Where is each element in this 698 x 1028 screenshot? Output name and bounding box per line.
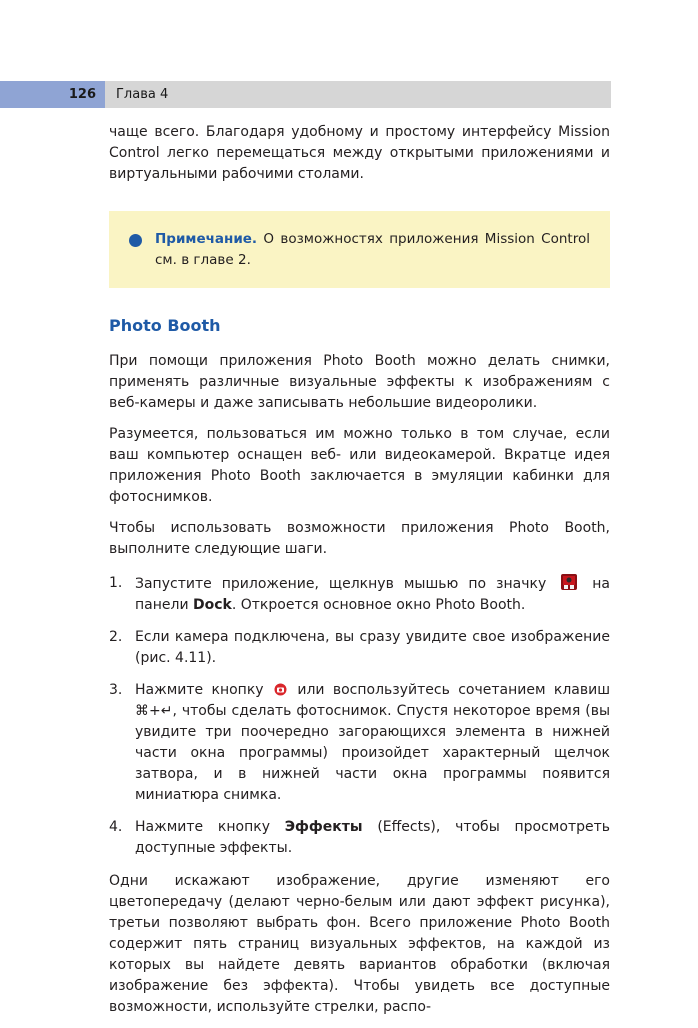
header-bar	[105, 81, 611, 108]
list-item	[109, 627, 610, 669]
step-text: (Effects), чтобы просмотреть доступные эффекты.	[135, 819, 610, 856]
paragraph: При помощи приложения Photo Booth можно делать снимки, применять различные визуальные эффекты к изображениям с веб-камеры и даже записывать небольшие видеоролики.	[109, 353, 610, 411]
page-content	[109, 122, 610, 1028]
step-text: Нажмите кнопку	[135, 682, 264, 698]
effects-label: Эффекты	[284, 819, 363, 835]
section-title: Photo Booth	[109, 316, 221, 335]
step-number: 3.	[109, 682, 123, 698]
step-text: на панели	[135, 576, 610, 613]
step-text: Если камера подключена, вы сразу увидите свое изображение (рис. 4.11).	[135, 629, 610, 666]
paragraph: Чтобы использовать возможности приложения Photo Booth, выполните следующие шаги.	[109, 520, 610, 557]
note-box	[109, 211, 610, 288]
step-number: 4.	[109, 819, 123, 835]
step-text: . Откроется основное окно Photo Booth.	[231, 597, 526, 613]
chapter-title: Глава 4	[116, 87, 169, 102]
list-item	[109, 817, 610, 859]
note-label: Примечание.	[155, 231, 258, 247]
step-text: Нажмите кнопку	[135, 819, 270, 835]
intro-paragraph: чаще всего. Благодаря удобному и простому интерфейсу Mission Control легко перемещаться между открытыми приложениями и виртуальными рабочими столами.	[109, 124, 610, 182]
step-text: или воспользуйтесь сочетанием клавиш ⌘+↵, чтобы сделать фотоснимок. Спустя некоторое время (вы увидите три поочередно загорающихся элемента в нижней части окна программы) произойдет характерный щелчок затвора, и в нижней части окна программы появится миниатюра снимка.	[135, 682, 611, 803]
step-text: Запустите приложение, щелкнув мышью по значку	[135, 576, 547, 592]
paragraph: Разумеется, пользоваться им можно только в том случае, если ваш компьютер оснащен веб- или видеокамерой. Вкратце идея приложения Photo Booth заключается в эмуляции кабинки для фотоснимков.	[109, 426, 610, 505]
list-item	[109, 680, 610, 806]
note-body: О возможностях приложения Mission Control см. в главе 2.	[155, 231, 590, 268]
step-number: 1.	[109, 575, 123, 591]
photo-booth-app-icon	[560, 573, 578, 591]
steps-list	[109, 573, 610, 859]
camera-shutter-icon	[274, 683, 287, 696]
list-item	[109, 573, 610, 616]
closing-paragraph: Одни искажают изображение, другие изменяют его цветопередачу (делают черно-белым или дают эффект рисунка), третьи позволяют выбрать фон. Всего приложение Photo Booth содержит пять страниц визуальных эффектов, на каждой из которых вы найдете девять вариантов обработки (включая изображение без эффекта). Чтобы увидеть все доступные возможности, используйте стрелки, распо-	[109, 873, 610, 1015]
page-number: 126	[68, 87, 96, 102]
step-number: 2.	[109, 629, 123, 645]
dock-label: Dock	[193, 597, 232, 613]
note-text	[155, 229, 590, 271]
note-bullet-icon	[129, 234, 142, 247]
